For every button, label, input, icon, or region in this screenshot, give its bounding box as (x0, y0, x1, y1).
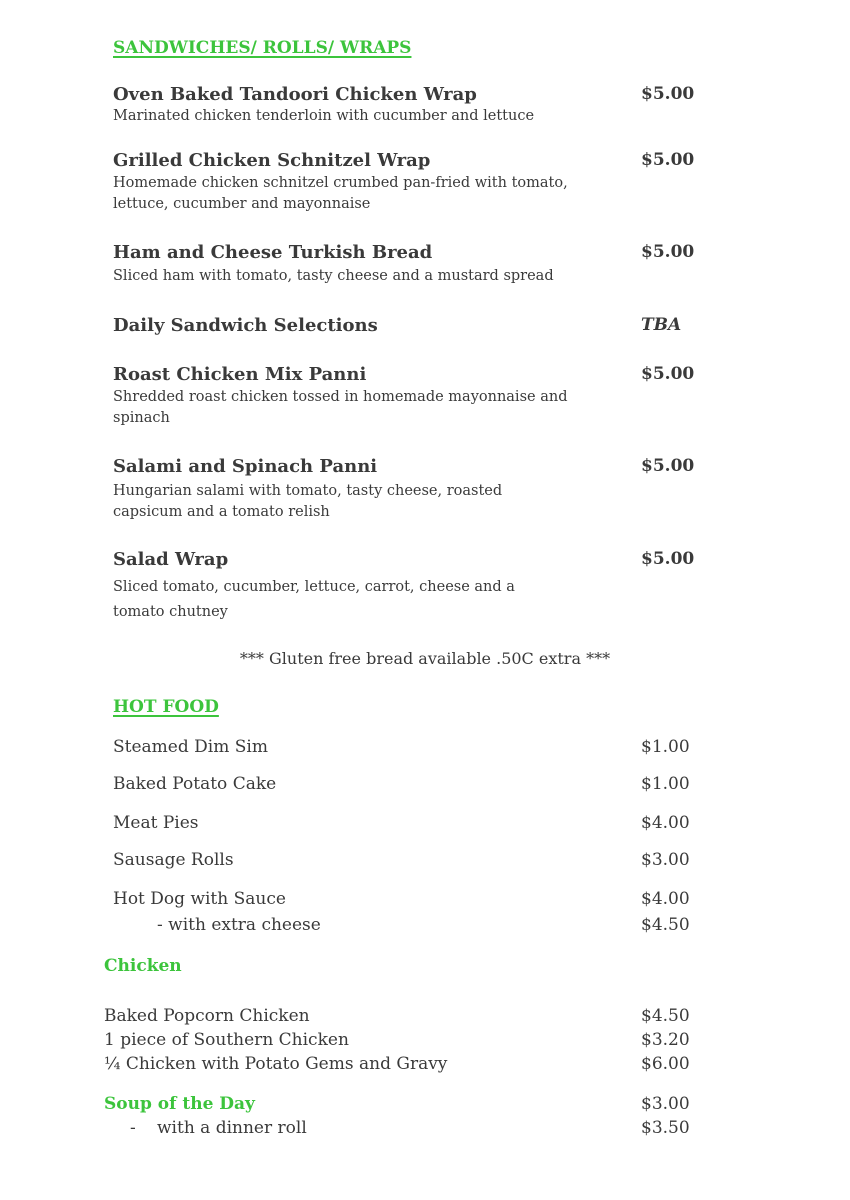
item-name: Ham and Cheese Turkish Bread (113, 242, 433, 263)
item-description: Shredded roast chicken tossed in homemade mayonnaise and spinach (113, 389, 568, 426)
item-price: $5.00 (641, 549, 695, 569)
item-name: Baked Popcorn Chicken (104, 1006, 310, 1026)
item-description: Sliced ham with tomato, tasty cheese and a mustard spread (113, 268, 554, 284)
item-description: Marinated chicken tenderloin with cucumber and lettuce (113, 108, 535, 124)
item-price: $1.00 (641, 737, 690, 757)
soup-heading: Soup of the Day (104, 1094, 255, 1114)
item-price: $1.00 (641, 774, 690, 794)
item-option-price: $4.50 (641, 915, 690, 935)
item-price: $4.00 (641, 813, 690, 833)
item-description: Homemade chicken schnitzel crumbed pan-fried with tomato, lettuce, cucumber and mayonnaise (113, 175, 568, 212)
item-price: $3.20 (641, 1030, 690, 1050)
soup-option-name: with a dinner roll (157, 1118, 307, 1138)
hot-food-heading: HOT FOOD (113, 697, 219, 717)
item-name: Steamed Dim Sim (113, 737, 268, 757)
soup-price: $3.00 (641, 1094, 690, 1114)
item-option-name: - with extra cheese (157, 915, 321, 935)
item-price: $5.00 (641, 84, 695, 104)
item-price: TBA (641, 315, 682, 335)
item-name: Meat Pies (113, 813, 199, 833)
soup-option-dash: - (130, 1118, 136, 1138)
item-name: ¼ Chicken with Potato Gems and Gravy (104, 1054, 448, 1074)
item-name: Grilled Chicken Schnitzel Wrap (113, 150, 431, 171)
item-name: Daily Sandwich Selections (113, 315, 378, 336)
item-name: Salami and Spinach Panni (113, 456, 378, 477)
item-description: Sliced tomato, cucumber, lettuce, carrot, cheese and a tomato chutney (113, 579, 515, 620)
item-price: $5.00 (641, 456, 695, 476)
item-price: $4.00 (641, 889, 690, 909)
item-name: Salad Wrap (113, 549, 229, 570)
gluten-free-note: *** Gluten free bread available .50C extra *** (239, 649, 611, 668)
chicken-heading: Chicken (104, 956, 182, 976)
item-description: Hungarian salami with tomato, tasty cheese, roasted capsicum and a tomato relish (113, 483, 503, 520)
item-price: $5.00 (641, 364, 695, 384)
sandwiches-heading: SANDWICHES/ ROLLS/ WRAPS (113, 38, 412, 58)
item-price: $6.00 (641, 1054, 690, 1074)
item-price: $5.00 (641, 242, 695, 262)
soup-option-price: $3.50 (641, 1118, 690, 1138)
item-price: $5.00 (641, 150, 695, 170)
item-name: Sausage Rolls (113, 850, 234, 870)
item-name: 1 piece of Southern Chicken (104, 1030, 349, 1050)
item-price: $4.50 (641, 1006, 690, 1026)
item-name: Hot Dog with Sauce (113, 889, 286, 909)
item-name: Oven Baked Tandoori Chicken Wrap (113, 84, 477, 105)
item-name: Roast Chicken Mix Panni (113, 364, 367, 385)
item-name: Baked Potato Cake (113, 774, 277, 794)
item-price: $3.00 (641, 850, 690, 870)
